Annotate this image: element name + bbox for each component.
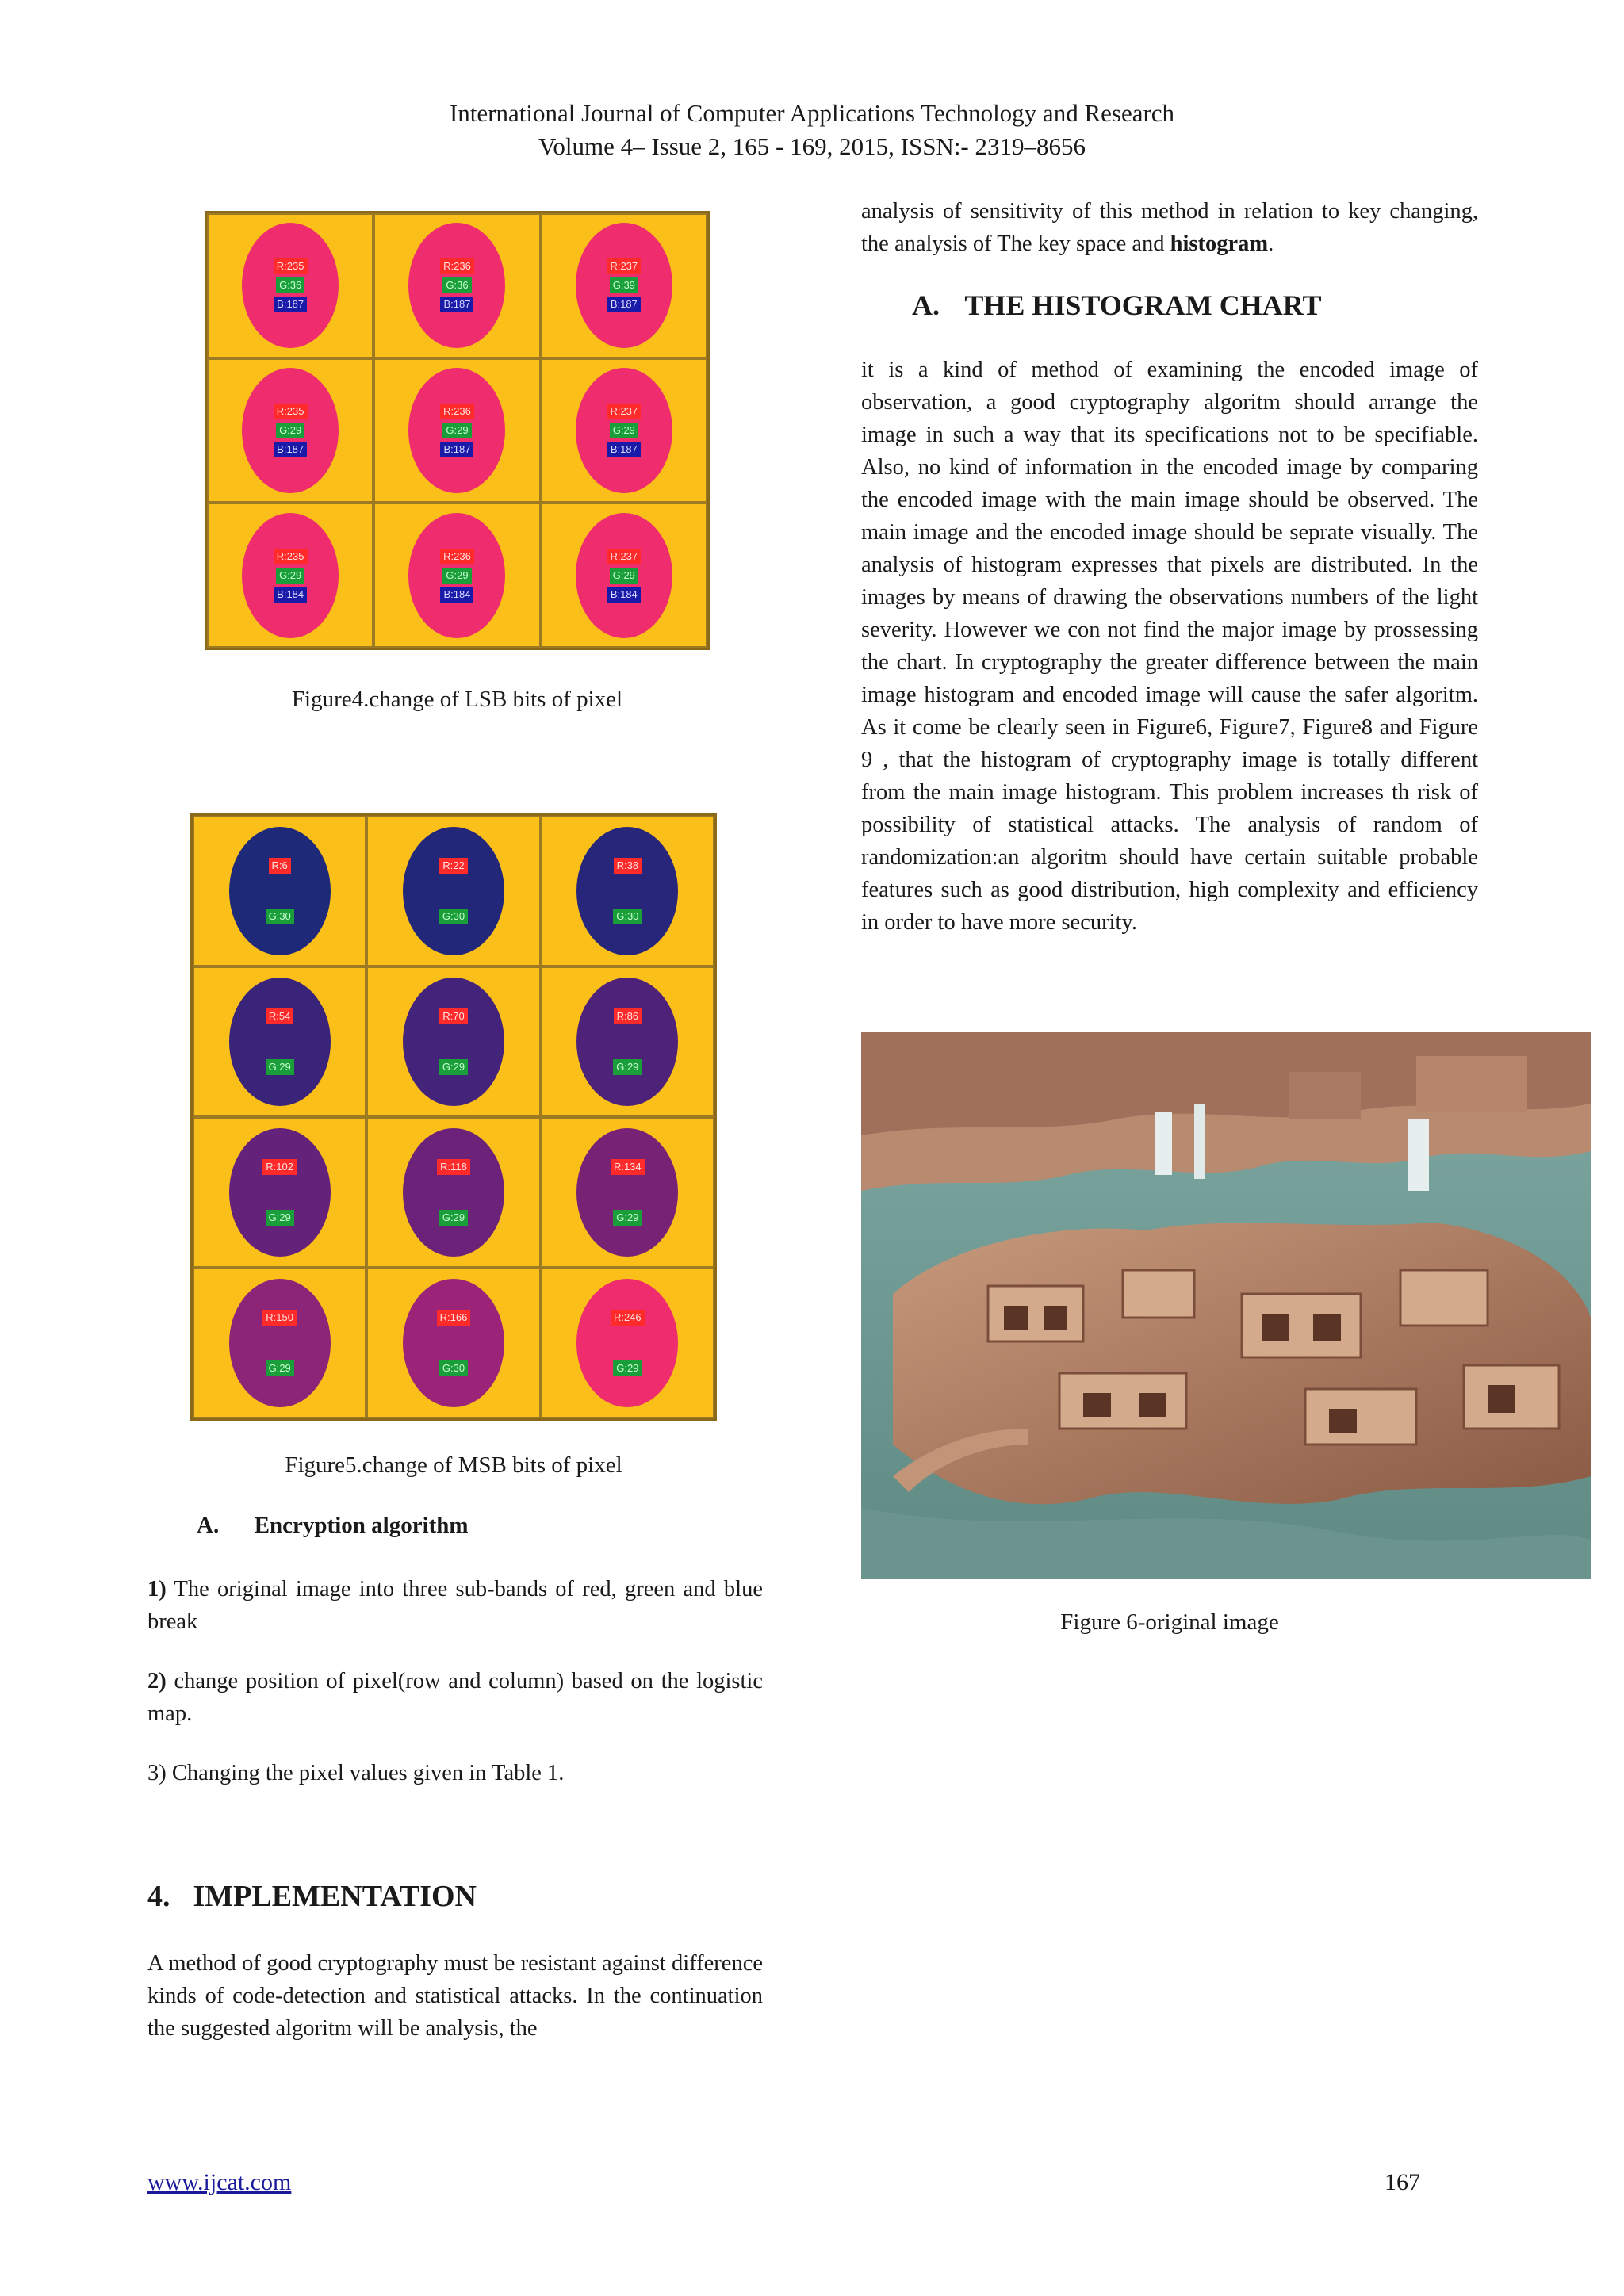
pixel-r-label: R:54 <box>266 1008 293 1024</box>
figure5-cell <box>541 966 714 1117</box>
pixel-g-label: G:29 <box>610 568 638 584</box>
figure4-cell <box>541 358 707 503</box>
intro-end: . <box>1268 232 1274 256</box>
figure4-caption: Figure4.change of LSB bits of pixel <box>291 687 623 712</box>
figure4-cell <box>373 213 540 358</box>
pixel-b-label: B:184 <box>607 587 641 603</box>
journal-volume: Volume 4– Issue 2, 165 - 169, 2015, ISSN:- 2319–8656 <box>538 132 1086 160</box>
pixel-b-label: B:187 <box>274 442 307 457</box>
pixel-r-label: R:70 <box>439 1008 467 1024</box>
pixel-b-label: B:184 <box>440 587 473 603</box>
pixel-g-label: G:29 <box>266 1210 294 1226</box>
pixel-ellipse <box>242 513 339 638</box>
pixel-r-label: R:22 <box>439 858 467 874</box>
figure6-original-image <box>861 1032 1591 1579</box>
pixel-ellipse <box>403 1128 504 1257</box>
item2-number: 2) <box>147 1669 167 1693</box>
pixel-b-label: B:187 <box>607 442 641 457</box>
pixel-ellipse <box>242 223 339 348</box>
pixel-g-label: G:39 <box>610 277 638 293</box>
pixel-g-label: G:29 <box>613 1210 642 1226</box>
pixel-ellipse <box>229 978 331 1106</box>
pixel-b-label: B:187 <box>440 297 473 312</box>
pixel-r-label: R:86 <box>614 1008 642 1024</box>
pixel-g-label: G:29 <box>442 568 471 584</box>
item1-text: The original image into three sub-bands of red, green and blue break <box>147 1577 763 1634</box>
pixel-g-label: G:29 <box>439 1210 468 1226</box>
pixel-ellipse <box>408 223 505 348</box>
pixel-g-label: G:30 <box>266 909 294 924</box>
histogram-paragraph: it is a kind of method of examining the encoded image of observation, a good cryptography algoritm should arrange the image in such a way that its specifications not to be specifiable. Also, no kind of information in the encoded image by comparing the encoded image with the main image should be observed. The main image and the encoded image should be seprate visually. The analysis of histogram expresses that pixels are distributed. In the images by means of drawing the observations numbers of the light severity. However we con not find the major image by prossessing the chart. In cryptography the greater difference between the main image histogram and encoded image will cause the safer algoritm. As it come be clearly seen in Figure6, Figure7, Figure8 and Figure 9 , that the histogram of cryptography image is totally different from the main image histogram. This problem increases th risk of possibility of statistical attacks. The analysis of random of randomization:an algoritm should have certain suitable probable features such as good distribution, high complexity and efficiency in order to have more security. <box>861 358 1478 935</box>
figure5-cell <box>366 966 540 1117</box>
pixel-r-label: R:235 <box>274 549 308 564</box>
pixel-ellipse <box>576 1279 678 1407</box>
footer-url-container <box>147 2169 291 2196</box>
figure4-cell <box>207 503 373 648</box>
pixel-ellipse <box>229 827 331 955</box>
pixel-ellipse <box>403 978 504 1106</box>
intro-paragraph <box>861 195 1478 260</box>
pixel-ellipse <box>408 513 505 638</box>
item2-text: change position of pixel(row and column) based on the logistic map. <box>147 1669 764 1726</box>
figure4-cell <box>207 358 373 503</box>
pixel-r-label: R:235 <box>274 404 308 419</box>
pixel-g-label: G:36 <box>442 277 471 293</box>
pixel-r-label: R:6 <box>269 858 291 874</box>
encryption-item-1 <box>147 1573 763 1638</box>
journal-title: International Journal of Computer Applications Technology and Research <box>449 99 1175 127</box>
pixel-ellipse <box>403 827 504 955</box>
figure5-caption: Figure5.change of MSB bits of pixel <box>285 1452 622 1478</box>
pixel-r-label: R:237 <box>607 258 641 274</box>
journal-header <box>0 97 1624 163</box>
encryption-item-2 <box>147 1665 763 1730</box>
implementation-paragraph: A method of good cryptography must be resistant against difference kinds of code-detection and statistical attacks. In the continuation the suggested algoritm will be analysis, the <box>147 1951 763 2041</box>
section-implementation-heading <box>147 1879 477 1914</box>
pixel-ellipse <box>576 513 672 638</box>
pixel-ellipse <box>229 1128 331 1257</box>
pixel-r-label: R:38 <box>614 858 642 874</box>
pixel-g-label: G:36 <box>276 277 304 293</box>
pixel-r-label: R:236 <box>440 549 474 564</box>
pixel-g-label: G:29 <box>613 1360 642 1376</box>
figure4-grid <box>205 211 710 650</box>
figure5-cell <box>541 816 714 966</box>
figure5-cell <box>193 816 366 966</box>
subheading-text: Encryption algorithm <box>254 1513 469 1538</box>
figure4-cell <box>207 213 373 358</box>
pixel-ellipse <box>576 978 678 1106</box>
figure5-cell <box>193 1117 366 1268</box>
pixel-g-label: G:29 <box>439 1059 468 1075</box>
pixel-g-label: G:29 <box>266 1360 294 1376</box>
figure4-cell <box>373 503 540 648</box>
figure5-cell <box>541 1117 714 1268</box>
pixel-ellipse <box>576 223 672 348</box>
intro-text: analysis of sensitivity of this method in relation to key changing, the analysis of The key space and <box>861 199 1478 256</box>
pixel-r-label: R:102 <box>262 1159 297 1175</box>
section-number: 4. <box>147 1880 170 1913</box>
pixel-g-label: G:29 <box>276 423 304 438</box>
encryption-subheading <box>197 1513 469 1539</box>
pixel-ellipse <box>576 368 672 493</box>
encryption-item-3: 3) Changing the pixel values given in Table 1. <box>147 1761 565 1785</box>
figure5-cell <box>366 816 540 966</box>
figure6-caption: Figure 6-original image <box>1060 1609 1279 1635</box>
pixel-r-label: R:150 <box>262 1310 297 1326</box>
pixel-g-label: G:29 <box>613 1059 642 1075</box>
footer-url-link[interactable]: www.ijcat.com <box>147 2169 292 2195</box>
figure4-cell <box>373 358 540 503</box>
pixel-r-label: R:246 <box>611 1310 645 1326</box>
pixel-g-label: G:30 <box>613 909 642 924</box>
pixel-ellipse <box>403 1279 504 1407</box>
pixel-b-label: B:187 <box>274 297 307 312</box>
pixel-r-label: R:166 <box>437 1310 471 1326</box>
pixel-b-label: B:187 <box>607 297 641 312</box>
pixel-r-label: R:237 <box>607 549 641 564</box>
pixel-ellipse <box>576 827 678 955</box>
figure4-cell <box>541 213 707 358</box>
intro-bold: histogram <box>1170 232 1269 256</box>
figure5-grid <box>190 813 717 1421</box>
figure5-cell <box>541 1268 714 1418</box>
pixel-r-label: R:134 <box>611 1159 645 1175</box>
histogram-heading <box>912 289 1322 322</box>
pixel-ellipse <box>242 368 339 493</box>
heading-text: THE HISTOGRAM CHART <box>964 289 1322 321</box>
figure4-cell <box>541 503 707 648</box>
section-title: IMPLEMENTATION <box>193 1880 477 1913</box>
pixel-ellipse <box>229 1279 331 1407</box>
pixel-r-label: R:236 <box>440 258 474 274</box>
pixel-b-label: B:184 <box>274 587 307 603</box>
pixel-b-label: B:187 <box>440 442 473 457</box>
pixel-g-label: G:29 <box>276 568 304 584</box>
pixel-r-label: R:236 <box>440 404 474 419</box>
page-number: 167 <box>1385 2169 1420 2195</box>
item1-number: 1) <box>147 1577 167 1601</box>
heading-letter: A. <box>912 289 940 321</box>
pixel-g-label: G:30 <box>439 909 468 924</box>
subheading-letter: A. <box>197 1513 220 1538</box>
pixel-g-label: G:29 <box>266 1059 294 1075</box>
figure5-cell <box>366 1117 540 1268</box>
pixel-ellipse <box>408 368 505 493</box>
pixel-g-label: G:29 <box>442 423 471 438</box>
pixel-r-label: R:237 <box>607 404 641 419</box>
pixel-g-label: G:30 <box>439 1360 468 1376</box>
figure5-cell <box>193 1268 366 1418</box>
pixel-g-label: G:29 <box>610 423 638 438</box>
figure5-cell <box>366 1268 540 1418</box>
figure5-cell <box>193 966 366 1117</box>
pixel-ellipse <box>576 1128 678 1257</box>
pixel-r-label: R:235 <box>274 258 308 274</box>
figure6-photo-illustration <box>861 1032 1591 1579</box>
pixel-r-label: R:118 <box>437 1159 470 1175</box>
